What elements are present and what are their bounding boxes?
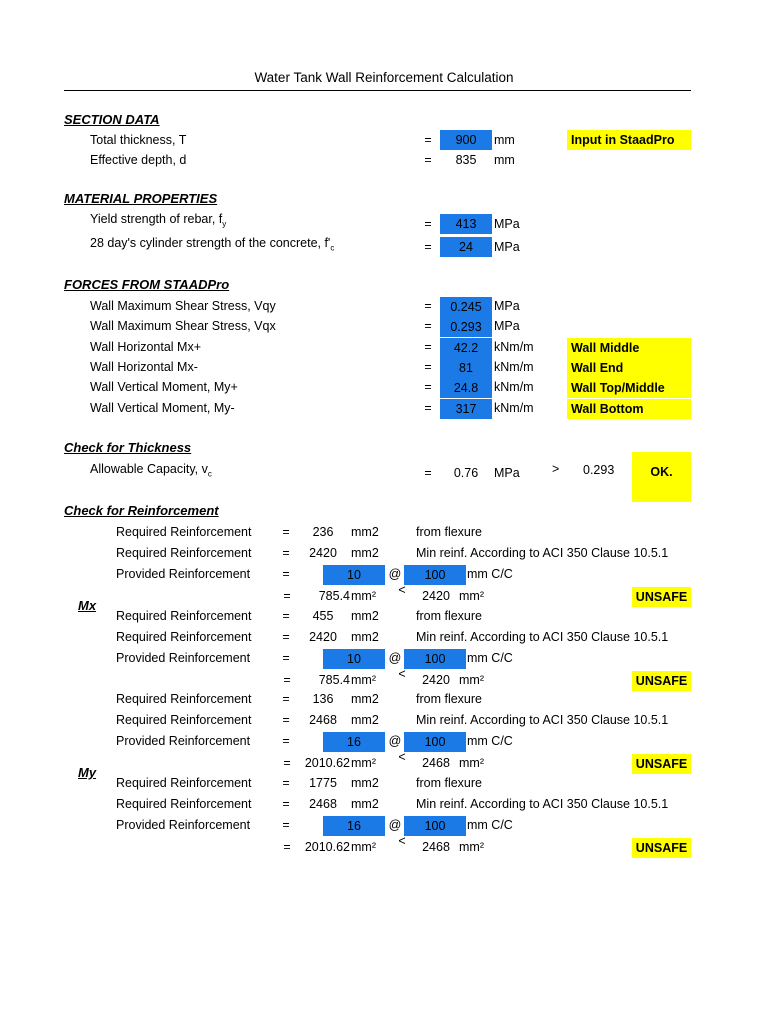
at-sign: @ xyxy=(388,817,402,832)
force-label: Wall Horizontal Mx- xyxy=(90,359,198,374)
equals-sign: = xyxy=(424,299,432,313)
equals-sign: = xyxy=(283,839,291,854)
equals-sign: = xyxy=(283,672,291,687)
req-flexure-note: from flexure xyxy=(416,775,482,790)
equals-sign: = xyxy=(282,608,290,623)
req-min-label: Required Reinforcement xyxy=(116,629,252,644)
req-flexure-label: Required Reinforcement xyxy=(116,608,252,623)
thickness-input[interactable]: 900 xyxy=(440,130,492,150)
equals-sign: = xyxy=(282,796,290,811)
required-area-unit: mm² xyxy=(459,756,484,770)
provided-area-value: 2010.62 xyxy=(304,839,350,854)
equals-sign: = xyxy=(282,817,290,832)
provided-label: Provided Reinforcement xyxy=(116,817,251,832)
equals-sign: = xyxy=(283,589,291,603)
req-flexure-note: from flexure xyxy=(416,692,482,706)
compare-value: 0.293 xyxy=(583,463,615,477)
depth-unit: mm xyxy=(494,153,515,167)
equals-sign: = xyxy=(424,153,432,167)
depth-label: Effective depth, d xyxy=(90,153,187,167)
req-min-unit: mm2 xyxy=(351,713,379,727)
equals-sign: = xyxy=(283,756,291,770)
required-area-value: 2468 xyxy=(422,756,450,770)
fy-unit: MPa xyxy=(494,217,520,231)
equals-sign: = xyxy=(282,775,290,790)
force-note: Wall Top/Middle xyxy=(567,378,691,398)
thickness-status-badge: OK. xyxy=(632,452,691,502)
req-flexure-unit: mm2 xyxy=(351,692,379,706)
req-min-value: 2420 xyxy=(309,629,337,644)
allowable-capacity-value: 0.76 xyxy=(453,466,479,480)
at-sign: @ xyxy=(388,567,402,581)
equals-sign: = xyxy=(424,400,432,415)
section-heading-reinforcement: Check for Reinforcement xyxy=(64,503,219,518)
force-unit: kNm/m xyxy=(494,380,534,395)
req-min-note: Min reinf. According to ACI 350 Clause 10.5.1 xyxy=(416,546,669,560)
req-min-label: Required Reinforcement xyxy=(116,796,252,811)
req-flexure-value: 1775 xyxy=(309,775,337,790)
equals-sign: = xyxy=(282,525,290,539)
side-label-my: My xyxy=(78,765,97,780)
equals-sign: = xyxy=(424,339,432,354)
provided-area-unit: mm² xyxy=(351,672,376,687)
equals-sign: = xyxy=(424,240,432,254)
fc-unit: MPa xyxy=(494,240,520,254)
less-than-sign: < xyxy=(398,583,406,597)
equals-sign: = xyxy=(282,713,290,727)
bar-diameter-input[interactable]: 10 xyxy=(323,649,385,669)
req-flexure-unit: mm2 xyxy=(351,525,379,539)
page-title: Water Tank Wall Reinforcement Calculation xyxy=(254,70,514,85)
req-flexure-label: Required Reinforcement xyxy=(116,775,252,790)
req-flexure-note: from flexure xyxy=(416,525,482,539)
force-unit: kNm/m xyxy=(494,339,534,354)
equals-sign: = xyxy=(282,650,290,665)
equals-sign: = xyxy=(282,546,290,560)
req-flexure-note: from flexure xyxy=(416,608,482,623)
less-than-sign: < xyxy=(398,833,406,848)
spacing-unit: mm C/C xyxy=(467,567,513,581)
bar-diameter-input[interactable]: 16 xyxy=(323,816,385,836)
spacing-unit: mm C/C xyxy=(467,817,513,832)
provided-area-unit: mm² xyxy=(351,839,376,854)
required-area-unit: mm² xyxy=(459,672,484,687)
required-area-unit: mm² xyxy=(459,589,484,603)
section-heading-forces: FORCES FROM STAADPro xyxy=(64,277,230,292)
req-min-value: 2420 xyxy=(309,546,337,560)
provided-label: Provided Reinforcement xyxy=(116,567,251,581)
provided-label: Provided Reinforcement xyxy=(116,650,251,665)
fy-label: Yield strength of rebar, $f_y$ xyxy=(90,212,227,229)
thickness-label: Total thickness, T xyxy=(90,133,187,147)
bar-spacing-input[interactable]: 100 xyxy=(404,732,466,752)
side-label-mx: Mx xyxy=(78,598,97,613)
section-heading-material: MATERIAL PROPERTIES xyxy=(64,191,218,206)
req-flexure-label: Required Reinforcement xyxy=(116,692,252,706)
spacing-unit: mm C/C xyxy=(467,650,513,665)
status-badge: UNSAFE xyxy=(632,671,691,691)
status-badge: UNSAFE xyxy=(632,754,691,774)
force-note: Wall Bottom xyxy=(567,399,691,419)
status-badge: UNSAFE xyxy=(632,587,691,607)
force-note: Wall Middle xyxy=(567,338,691,358)
provided-area-unit: mm² xyxy=(351,756,376,770)
fy-input[interactable]: 413 xyxy=(440,214,492,234)
required-area-value: 2420 xyxy=(422,589,450,603)
req-min-value: 2468 xyxy=(309,713,337,727)
provided-area-value: 2010.62 xyxy=(304,756,350,770)
bar-spacing-input[interactable]: 100 xyxy=(404,565,466,585)
req-min-value: 2468 xyxy=(309,796,337,811)
equals-sign: = xyxy=(282,734,290,748)
req-flexure-unit: mm2 xyxy=(351,608,379,623)
bar-diameter-input[interactable]: 10 xyxy=(323,565,385,585)
force-input[interactable]: 317 xyxy=(440,399,492,419)
force-label: Wall Vertical Moment, My+ xyxy=(90,380,238,395)
allowable-capacity-unit: MPa xyxy=(494,466,520,480)
status-badge: UNSAFE xyxy=(632,838,691,858)
equals-sign: = xyxy=(424,359,432,374)
force-label: Wall Maximum Shear Stress, Vqx xyxy=(90,319,276,334)
provided-area-unit: mm² xyxy=(351,589,376,603)
req-min-unit: mm2 xyxy=(351,629,379,644)
req-min-note: Min reinf. According to ACI 350 Clause 10.5.1 xyxy=(416,629,669,644)
provided-area-value: 785.4 xyxy=(318,672,350,687)
req-flexure-value: 236 xyxy=(312,525,334,539)
at-sign: @ xyxy=(388,650,402,665)
required-area-value: 2468 xyxy=(422,839,450,854)
force-input[interactable]: 24.8 xyxy=(440,378,492,398)
less-than-sign: < xyxy=(398,666,406,681)
req-min-note: Min reinf. According to ACI 350 Clause 10.5.1 xyxy=(416,713,669,727)
req-flexure-value: 136 xyxy=(312,692,334,706)
thickness-unit: mm xyxy=(494,133,515,147)
section-heading-section-data: SECTION DATA xyxy=(64,112,160,127)
provided-label: Provided Reinforcement xyxy=(116,734,251,748)
force-note: Wall End xyxy=(567,358,691,378)
force-input[interactable]: 0.293 xyxy=(440,317,492,337)
force-input[interactable]: 81 xyxy=(440,358,492,378)
equals-sign: = xyxy=(282,692,290,706)
req-flexure-label: Required Reinforcement xyxy=(116,525,252,539)
force-unit: MPa xyxy=(494,319,520,334)
fc-label: 28 day's cylinder strength of the concrete, $f'_c$ xyxy=(90,236,335,253)
force-unit: MPa xyxy=(494,299,520,313)
req-min-label: Required Reinforcement xyxy=(116,713,252,727)
allowable-capacity-label: Allowable Capacity, $v_c$ xyxy=(90,462,212,479)
req-flexure-unit: mm2 xyxy=(351,775,379,790)
section-heading-thickness-check: Check for Thickness xyxy=(64,440,192,455)
equals-sign: = xyxy=(424,319,432,334)
less-than-sign: < xyxy=(398,750,406,764)
bar-spacing-input[interactable]: 100 xyxy=(404,816,466,836)
title-rule xyxy=(64,90,691,91)
equals-sign: = xyxy=(424,466,432,480)
equals-sign: = xyxy=(424,380,432,395)
greater-than-sign: > xyxy=(552,462,560,476)
equals-sign: = xyxy=(424,133,432,147)
bar-spacing-input[interactable]: 100 xyxy=(404,649,466,669)
force-unit: kNm/m xyxy=(494,359,534,374)
force-label: Wall Vertical Moment, My- xyxy=(90,400,235,415)
bar-diameter-input[interactable]: 16 xyxy=(323,732,385,752)
force-unit: kNm/m xyxy=(494,400,534,415)
req-min-note: Min reinf. According to ACI 350 Clause 10.5.1 xyxy=(416,796,669,811)
force-input[interactable]: 42.2 xyxy=(440,338,492,358)
req-min-label: Required Reinforcement xyxy=(116,546,252,560)
thickness-note: Input in StaadPro xyxy=(567,130,691,150)
depth-value: 835 xyxy=(455,153,477,167)
req-min-unit: mm2 xyxy=(351,796,379,811)
required-area-unit: mm² xyxy=(459,839,484,854)
force-label: Wall Horizontal Mx+ xyxy=(90,339,202,354)
spacing-unit: mm C/C xyxy=(467,734,513,748)
equals-sign: = xyxy=(424,217,432,231)
required-area-value: 2420 xyxy=(422,672,450,687)
equals-sign: = xyxy=(282,629,290,644)
at-sign: @ xyxy=(388,734,402,748)
fc-input[interactable]: 24 xyxy=(440,237,492,257)
force-input[interactable]: 0.245 xyxy=(440,297,492,317)
req-min-unit: mm2 xyxy=(351,546,379,560)
req-flexure-value: 455 xyxy=(312,608,334,623)
provided-area-value: 785.4 xyxy=(318,589,350,603)
equals-sign: = xyxy=(282,567,290,581)
force-label: Wall Maximum Shear Stress, Vqy xyxy=(90,299,276,313)
